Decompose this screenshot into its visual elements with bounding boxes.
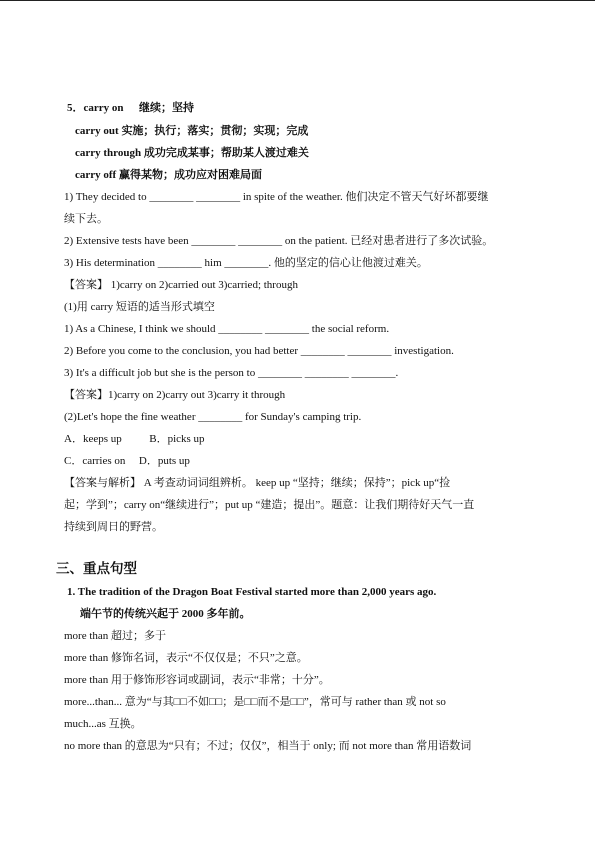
phrase-text: carry off [75, 169, 117, 181]
example-1-line-1: 1) They decided to ________ ________ in spite of the weather. 他们决定不管天气好坏都要继 [64, 191, 489, 203]
usage-line-2: more than 修饰名词，表示“不仅仅是；不只”之意。 [64, 652, 308, 664]
phrase-text: carry out [75, 125, 119, 137]
analysis-line-1: 【答案与解析】 A 考查动词词组辨析。 keep up “坚持；继续；保持”；pick up“捡 [64, 477, 451, 489]
exercise-1-question-2: 2) Before you come to the conclusion, you had better ________ ________ investigation. [64, 345, 454, 357]
answer-1: 【答案】 1)carry on 2)carried out 3)carried; through [64, 279, 298, 291]
option-d: D．puts up [138, 455, 190, 467]
option-c: C．carries on [64, 455, 126, 467]
option-a: A．keeps up [64, 433, 122, 445]
usage-line-1: more than 超过；多于 [64, 630, 167, 642]
exercise-1-question-3: 3) It's a difficult job but she is the person to ________ ________ ________. [64, 367, 399, 379]
phrase-carry-off [75, 168, 555, 182]
phrase-meaning: 实施；执行；落实；贯彻；实现；完成 [121, 125, 309, 137]
phrase-text: carry through [75, 147, 142, 159]
analysis-line-3: 持续到周日的野营。 [64, 521, 163, 533]
phrase-meaning: 赢得某物；成功应对困难局面 [118, 169, 262, 181]
phrase-meaning: 继续；坚持 [139, 102, 195, 114]
phrase-carry-through [75, 146, 555, 160]
phrase-heading-carry-on [67, 101, 547, 115]
key-sentence-1: 1. The tradition of the Dragon Boat Festival started more than 2,000 years ago. [67, 586, 437, 598]
usage-line-3: more than 用于修饰形容词或副词，表示“非常；十分”。 [64, 674, 330, 686]
analysis-line-2: 起；学到”；carry on“继续进行”；put up “建造；提出”。题意：让我们期待好天气一直 [64, 499, 475, 511]
exercise-1-question-1: 1) As a Chinese, I think we should ________ ________ the social reform. [64, 323, 390, 335]
usage-line-4: more...than... 意为“与其□□不如□□；是□□而不是□□”，常可与 rather than 或 not so [64, 696, 446, 708]
key-sentence-1-translation: 端午节的传统兴起于 2000 多年前。 [80, 608, 251, 620]
example-1-line-2: 续下去。 [64, 213, 108, 225]
example-2: 2) Extensive tests have been ________ ________ on the patient. 已经对患者进行了多次试验。 [64, 235, 494, 247]
top-rule [0, 0, 595, 1]
options-row-1 [64, 432, 544, 446]
option-b: B．picks up [149, 433, 205, 445]
phrase-carry-out [75, 124, 555, 138]
usage-line-6: no more than 的意思为“只有；不过；仅仅”，相当于 only; 而 not more than 常用语数词 [64, 740, 472, 752]
answer-2: 【答案】1)carry on 2)carry out 3)carry it through [64, 389, 286, 401]
usage-line-5: much...as 互换。 [64, 718, 142, 730]
section-heading: 三、重点句型 [56, 561, 137, 576]
exercise-1-title: (1)用 carry 短语的适当形式填空 [64, 301, 215, 313]
options-row-2 [64, 454, 544, 468]
phrase-meaning: 成功完成某事；帮助某人渡过难关 [143, 147, 309, 159]
example-3: 3) His determination ________ him ________. 他的坚定的信心让他渡过难关。 [64, 257, 428, 269]
exercise-2-question: (2)Let's hope the fine weather ________ for Sunday's camping trip. [64, 411, 362, 423]
phrase-title: 5．carry on [67, 102, 124, 114]
